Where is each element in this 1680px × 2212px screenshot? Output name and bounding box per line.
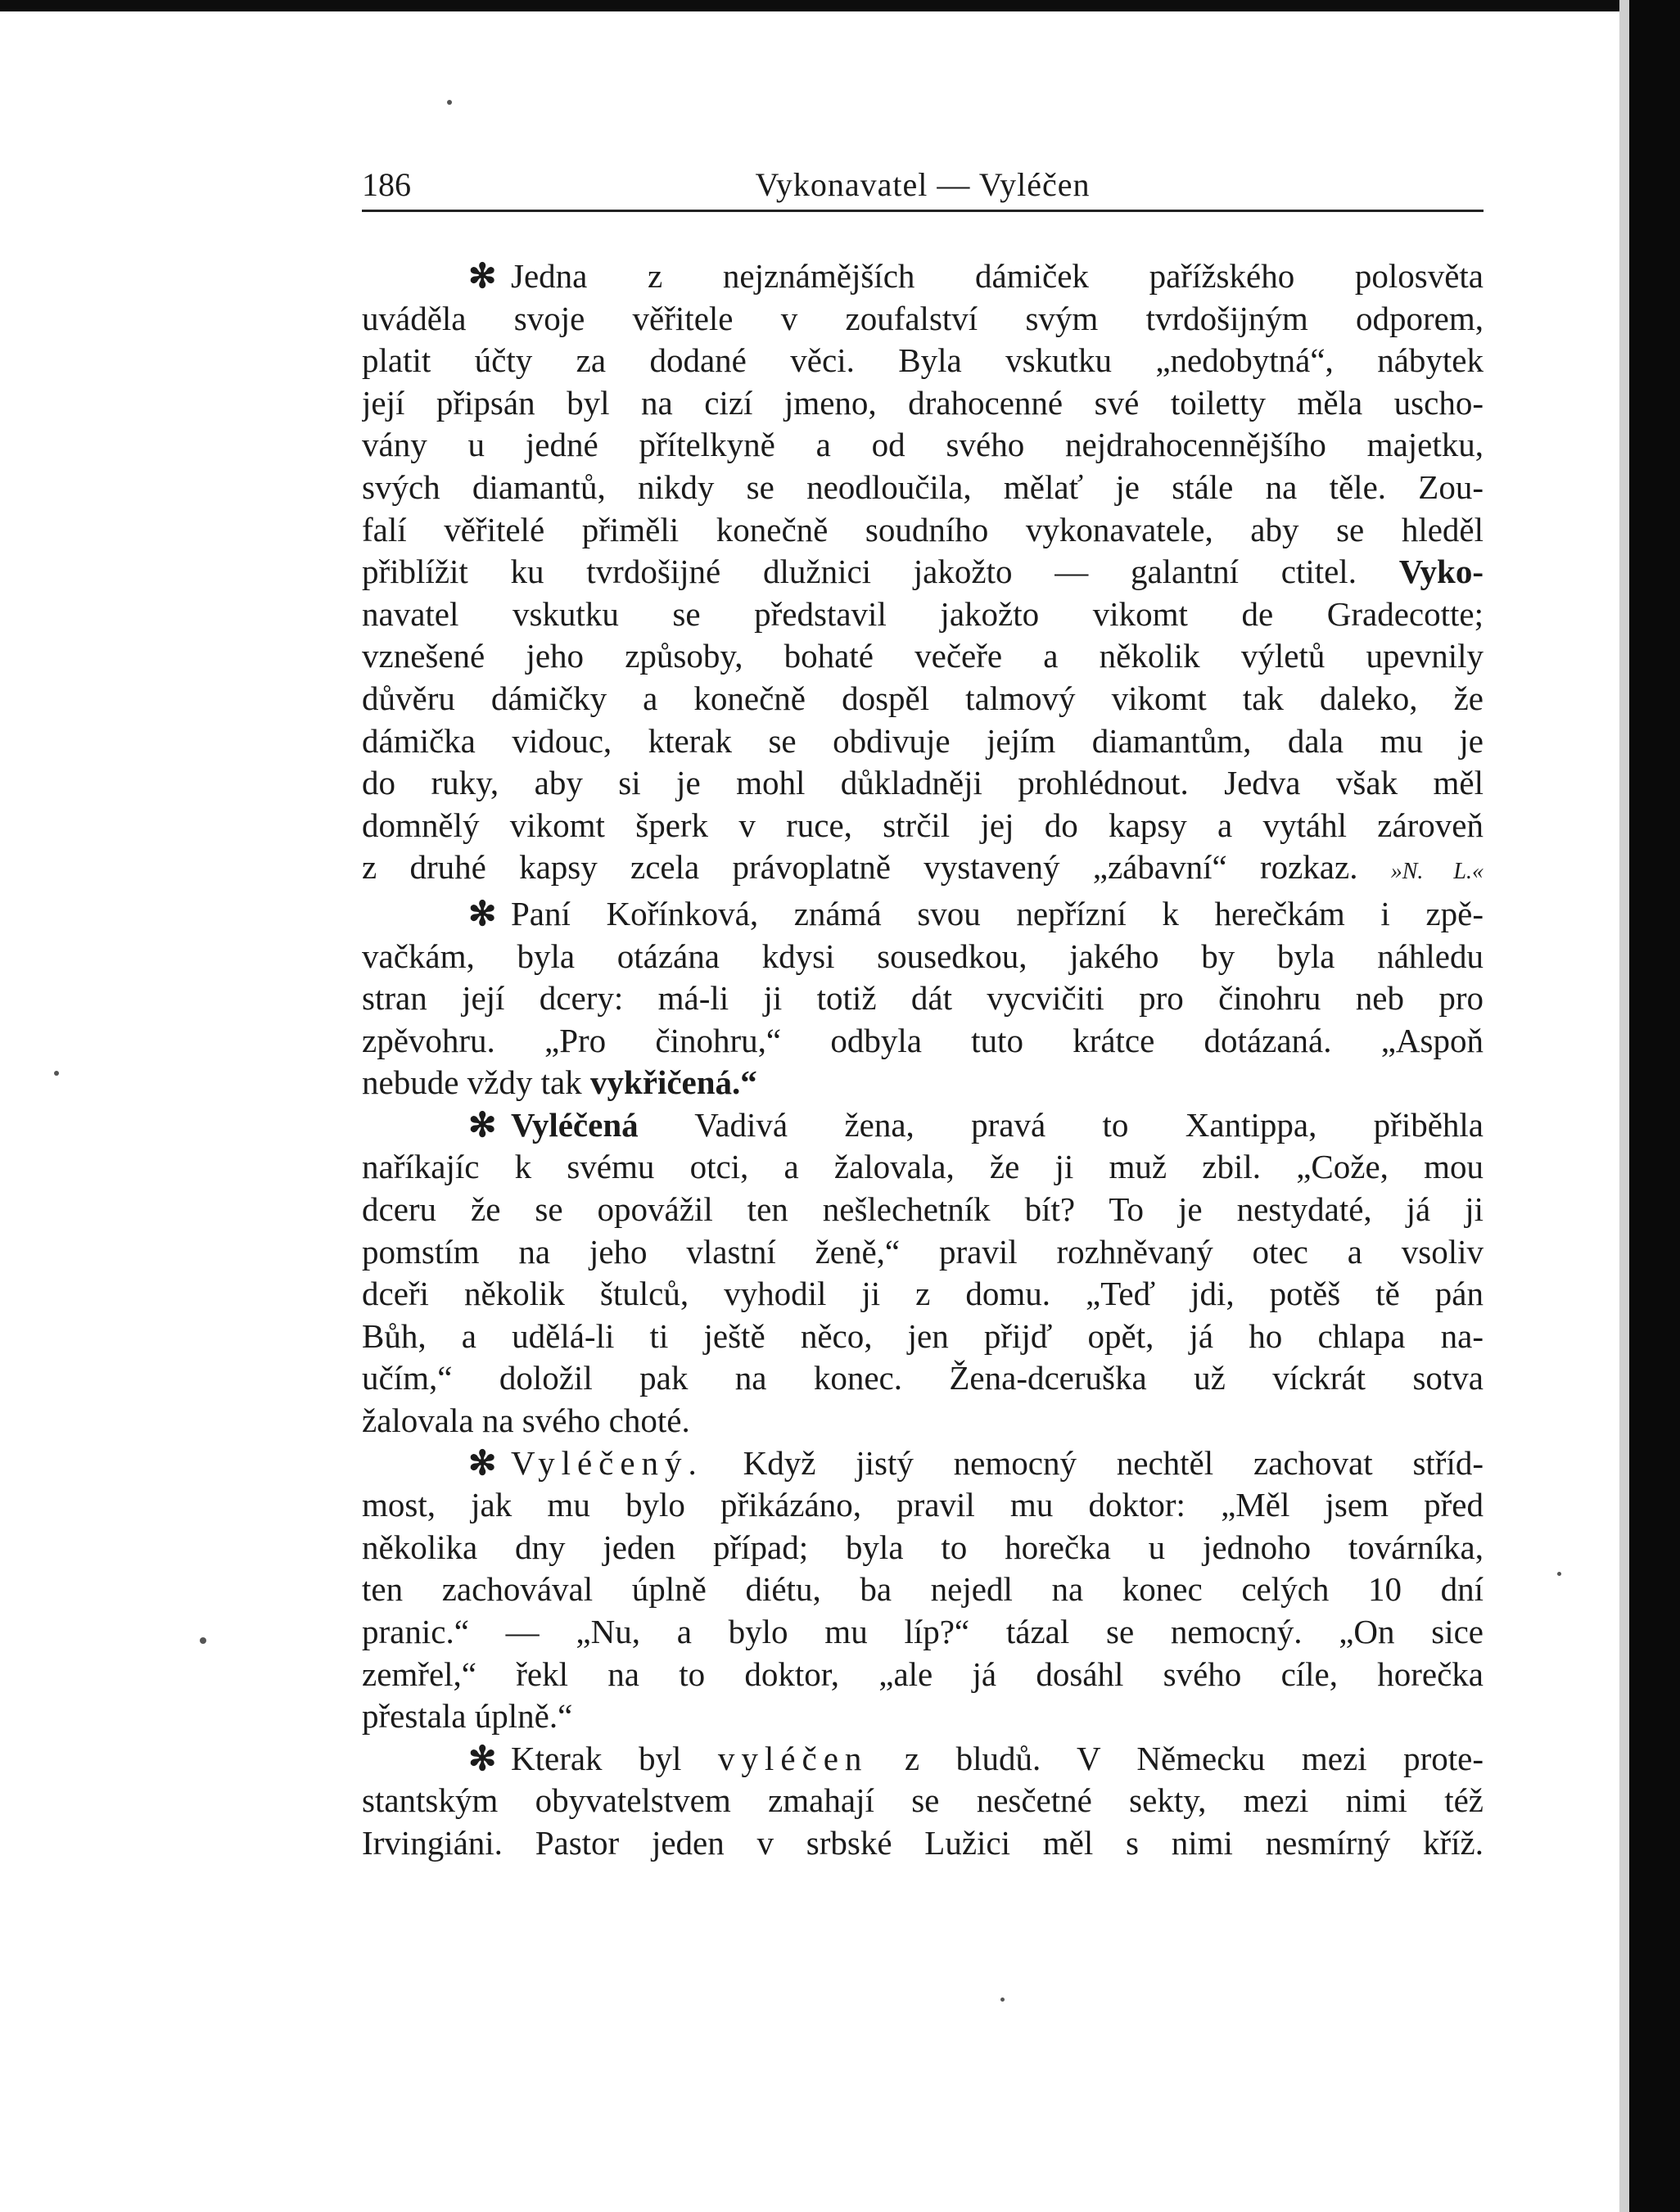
asterisk-icon: ✻ [468,1739,497,1777]
text-line-content: Jedna z nejznámějších dámiček pařížského polosvěta [511,257,1484,295]
text-line: platit účty za dodané věci. Byla vskutku „nedobytná“, nábytek [362,341,1484,380]
text-line: zpěvohru. „Pro činohru,“ odbyla tuto krátce dotázaná. „Aspoň [362,1021,1484,1059]
scan-speck [1557,1572,1561,1576]
text-line-content: Paní Kořínková, známá svou nepřízní k herečkám i zpě- [511,894,1484,932]
page-header [362,160,1484,212]
scan-speck [1000,1998,1005,2002]
text-line-content: Když jistý nemocný nechtěl zachovat stříd- [702,1443,1484,1482]
paragraph-vylecena [362,1104,1484,1442]
running-title: Vykonavatel — Vyléčen [755,166,1091,203]
text-line: svých diamantů, nikdy se neodloučila, mělať je stále na těle. Zou- [362,467,1484,506]
text-line: pranic.“ — „Nu, a bylo mu líp?“ tázal se nemocný. „On sice [362,1613,1484,1650]
text-line [362,1104,1484,1147]
emphasis-vylecen: vyléčen [717,1739,869,1777]
emphasis-vykricena: vykřičená.“ [589,1063,757,1102]
text-line: Bůh, a udělá-li ti ještě něco, jen přijď opět, já ho chlapa na- [362,1316,1484,1355]
text-line: její připsán byl na cizí jmeno, drahocenné své toiletty měla uscho- [362,383,1484,422]
paragraph-vyleceny [362,1442,1484,1738]
page-body [362,255,1484,1865]
paragraph-vykonavatel [362,255,1484,893]
scan-right-border [1629,0,1680,2212]
text-line: naříkajíc k svému otci, a žalovala, že ji muž zbil. „Cože, mou [362,1148,1484,1186]
asterisk-icon: ✻ [468,1105,497,1144]
text-line: vznešené jeho způsoby, bohaté večeře a několik výletů upevnily [362,637,1484,675]
text-line: učím,“ doložil pak na konec. Žena-dceruška už víckrát sotva [362,1359,1484,1397]
emphasis-vykonavatel-start: Vyko- [1398,553,1484,591]
text-line: pomstím na jeho vlastní ženě,“ pravil rozhněvaný otec a vsoliv [362,1232,1484,1271]
text-line: ten zachovával úplně diétu, ba nejedl na konec celých 10 dní [362,1570,1484,1609]
text-line [362,255,1484,298]
heading-vyleceny: Vyléčený. [511,1443,703,1482]
text-line [362,1062,1484,1104]
text-line: domnělý vikomt šperk v ruce, strčil jej do kapsy a vytáhl zároveň [362,806,1484,844]
text-line-content: navatel vskutku se představil jakožto vikomt de Gradecotte; [362,594,1484,633]
text-line [362,1442,1484,1485]
page-number: 186 [362,166,411,203]
text-line: žalovala na svého choté. [362,1402,690,1440]
text-line-content: nebude vždy tak [362,1063,590,1102]
text-line: most, jak mu bylo přikázáno, pravil mu doktor: „Měl jsem před [362,1486,1484,1524]
text-line: přestala úplně.“ [362,1697,573,1736]
text-line-content: z bludů. V Německu mezi prote- [868,1739,1484,1777]
asterisk-icon: ✻ [468,257,497,295]
text-line: dámička vidouc, kterak se obdivuje jejím diamantům, dala mu je [362,721,1484,760]
text-line [362,846,1484,893]
text-line: falí věřitelé přiměli konečně soudního vykonavatele, aby se hleděl [362,510,1484,548]
signature: »N. L.« [1390,859,1484,885]
text-line [362,551,1484,594]
text-line: důvěru dámičky a konečně dospěl talmový vikomt tak daleko, že [362,679,1484,717]
scan-speck [447,100,452,105]
heading-vylecena: Vyléčená [511,1105,639,1144]
asterisk-icon: ✻ [468,1443,497,1482]
text-line [362,1738,1484,1781]
text-line: stantským obyvatelstvem zmahají se nesčetné sekty, mezi nimi též [362,1781,1484,1820]
text-line-content: přiblížit ku tvrdošijné dlužnici jakožto — galantní ctitel. [362,553,1399,591]
text-line [362,893,1484,936]
paragraph-korinkova [362,893,1484,1104]
scan-speck [200,1637,206,1644]
scan-speck [54,1071,59,1076]
text-line: vány u jedné přítelkyně a od svého nejdrahocennějšího majetku, [362,426,1484,464]
text-line-content: z druhé kapsy zcela právoplatně vystavený „zábavní“ rozkaz. [362,848,1391,887]
text-line: dceři několik štulců, vyhodil ji z domu. „Teď jdi, potěš tě pán [362,1275,1484,1313]
scan-top-border [0,0,1680,11]
text-line: několika dny jeden případ; byla to horečka u jednoho továrníka, [362,1528,1484,1566]
text-line: zemřel,“ řekl na to doktor, „ale já dosáhl svého cíle, horečka [362,1654,1484,1693]
text-line: Irvingiáni. Pastor jeden v srbské Lužici měl s nimi nesmírný kříž. [362,1823,1484,1862]
text-line: stran její dcery: má-li ji totiž dát vycvičiti pro činohru neb pro [362,979,1484,1018]
paragraph-bludy [362,1738,1484,1865]
text-line [362,594,1484,636]
text-line: do ruky, aby si je mohl důkladněji prohlédnout. Jedva však měl [362,764,1484,802]
text-line: vačkám, byla otázána kdysi sousedkou, jakého by byla náhledu [362,937,1484,975]
text-line: dceru že se opovážil ten nešlechetník bít? To je nestydaté, já ji [362,1190,1484,1229]
asterisk-icon: ✻ [468,894,497,932]
text-line-content: Kterak byl [511,1739,718,1777]
text-line: uváděla svoje věřitele v zoufalství svým tvrdošijným odporem, [362,299,1484,337]
text-line-content: Vadivá žena, pravá to Xantippa, přiběhla [638,1105,1484,1144]
